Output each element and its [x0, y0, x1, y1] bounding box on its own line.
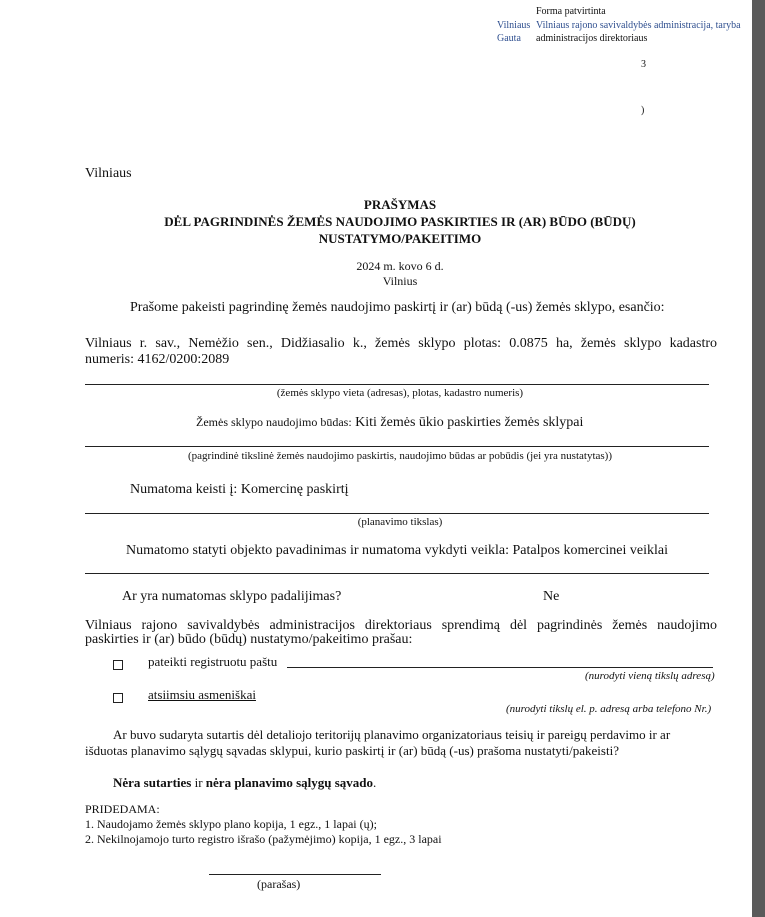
left-city: Vilniaus — [85, 166, 132, 181]
object-value: Patalpos komercinei veiklai — [512, 543, 669, 558]
admin-director-label: administracijos direktoriaus — [536, 33, 648, 44]
header-fragment-paren: ) — [641, 105, 645, 116]
contract-question-line2: išduotas planavimo sąlygų sąvadas sklypui, kurio paskirtį ir (ar) būdą (-us) prašoma nustatyti/pakeisti? — [85, 743, 619, 758]
document-place: Vilnius — [382, 274, 418, 288]
change-label: Numatoma keisti į: — [130, 482, 238, 497]
header-overlay-right: Vilniaus rajono savivaldybės administracija, taryba — [536, 20, 741, 31]
header-overlay-left: Vilniaus — [497, 20, 531, 31]
change-caption: (planavimo tikslas) — [357, 516, 443, 528]
division-question: Ar yra numatomas sklypo padalijimas? — [122, 589, 342, 604]
document-date: 2024 m. kovo 6 d. — [356, 259, 444, 273]
attachment-item: 2. Nekilnojamojo turto registro išrašo (pažymėjimo) kopija, 1 egz., 3 lapai — [85, 832, 442, 846]
use-method-caption: (pagrindinė tikslinė žemės naudojimo paskirtis, naudojimo būdas ar pobūdis (jei yra nustatytas)) — [187, 450, 613, 462]
change-value: Komercinę paskirtį — [240, 482, 349, 497]
option-registered-mail-caption: (nurodyti vieną tikslų adresą) — [585, 670, 715, 682]
decision-line1: Vilniaus rajono savivaldybės administracijos direktoriaus sprendimą dėl pagrindinės žemės naudojimo — [85, 618, 717, 633]
request-intro: Prašome pakeisti pagrindinę žemės naudojimo paskirtį ir (ar) būdą (-us) žemės sklypo, esančio: — [130, 300, 665, 315]
option-registered-mail-checkbox[interactable] — [113, 657, 123, 675]
plot-underline — [85, 384, 709, 385]
plot-line2: numeris: 4162/0200:2089 — [85, 352, 230, 367]
decision-line2: paskirties ir (ar) būdo (būdų) nustatymo/pakeitimo prašau: — [85, 632, 413, 647]
change-underline — [85, 513, 709, 514]
contract-answer: Nėra sutarties ir nėra planavimo sąlygų sąvado. — [113, 775, 377, 790]
signature-line — [209, 874, 381, 875]
attachments-title: PRIDEDAMA: — [85, 802, 160, 816]
object-label: Numatomo statyti objekto pavadinimas ir numatoma vykdyti veikla: — [126, 543, 509, 558]
option-pickup-label: atsiimsiu asmeniškai — [148, 687, 256, 702]
plot-line1: Vilniaus r. sav., Nemėžio sen., Didžiasalio k., žemės sklypo plotas: 0.0875 ha, žemės sklypo kadastro — [85, 336, 717, 351]
use-method-underline — [85, 446, 709, 447]
form-approved-label: Forma patvirtinta — [536, 6, 606, 17]
received-label: Gauta — [497, 33, 521, 44]
contract-question-line1: Ar buvo sudaryta sutartis dėl detaliojo teritorijų planavimo organizatoriaus teisių ir pareigų perdavimo ir ar — [113, 727, 671, 742]
option-registered-mail-underline — [287, 667, 713, 668]
object-underline — [85, 573, 709, 574]
header-fragment-3: 3 — [641, 59, 646, 70]
title-line3: NUSTATYMO/PAKEITIMO — [318, 231, 482, 246]
use-method-label: Žemės sklypo naudojimo būdas: — [196, 415, 352, 429]
use-method-value: Kiti žemės ūkio paskirties žemės sklypai — [355, 415, 584, 430]
title-line2: DĖL PAGRINDINĖS ŽEMĖS NAUDOJIMO PASKIRTIES IR (AR) BŪDO (BŪDŲ) — [164, 214, 636, 229]
signature-caption: (parašas) — [257, 877, 301, 891]
title-line1: PRAŠYMAS — [363, 197, 437, 212]
option-pickup-checkbox[interactable] — [113, 690, 123, 708]
option-pickup-caption: (nurodyti tikslų el. p. adresą arba telefono Nr.) — [506, 703, 712, 715]
attachment-item: 1. Naudojamo žemės sklypo plano kopija, 1 egz., 1 lapai (ų); — [85, 817, 377, 831]
plot-caption: (žemės sklypo vieta (adresas), plotas, kadastro numeris) — [276, 387, 524, 399]
option-registered-mail-label: pateikti registruotu paštu — [148, 654, 278, 669]
division-answer: Ne — [543, 589, 560, 604]
